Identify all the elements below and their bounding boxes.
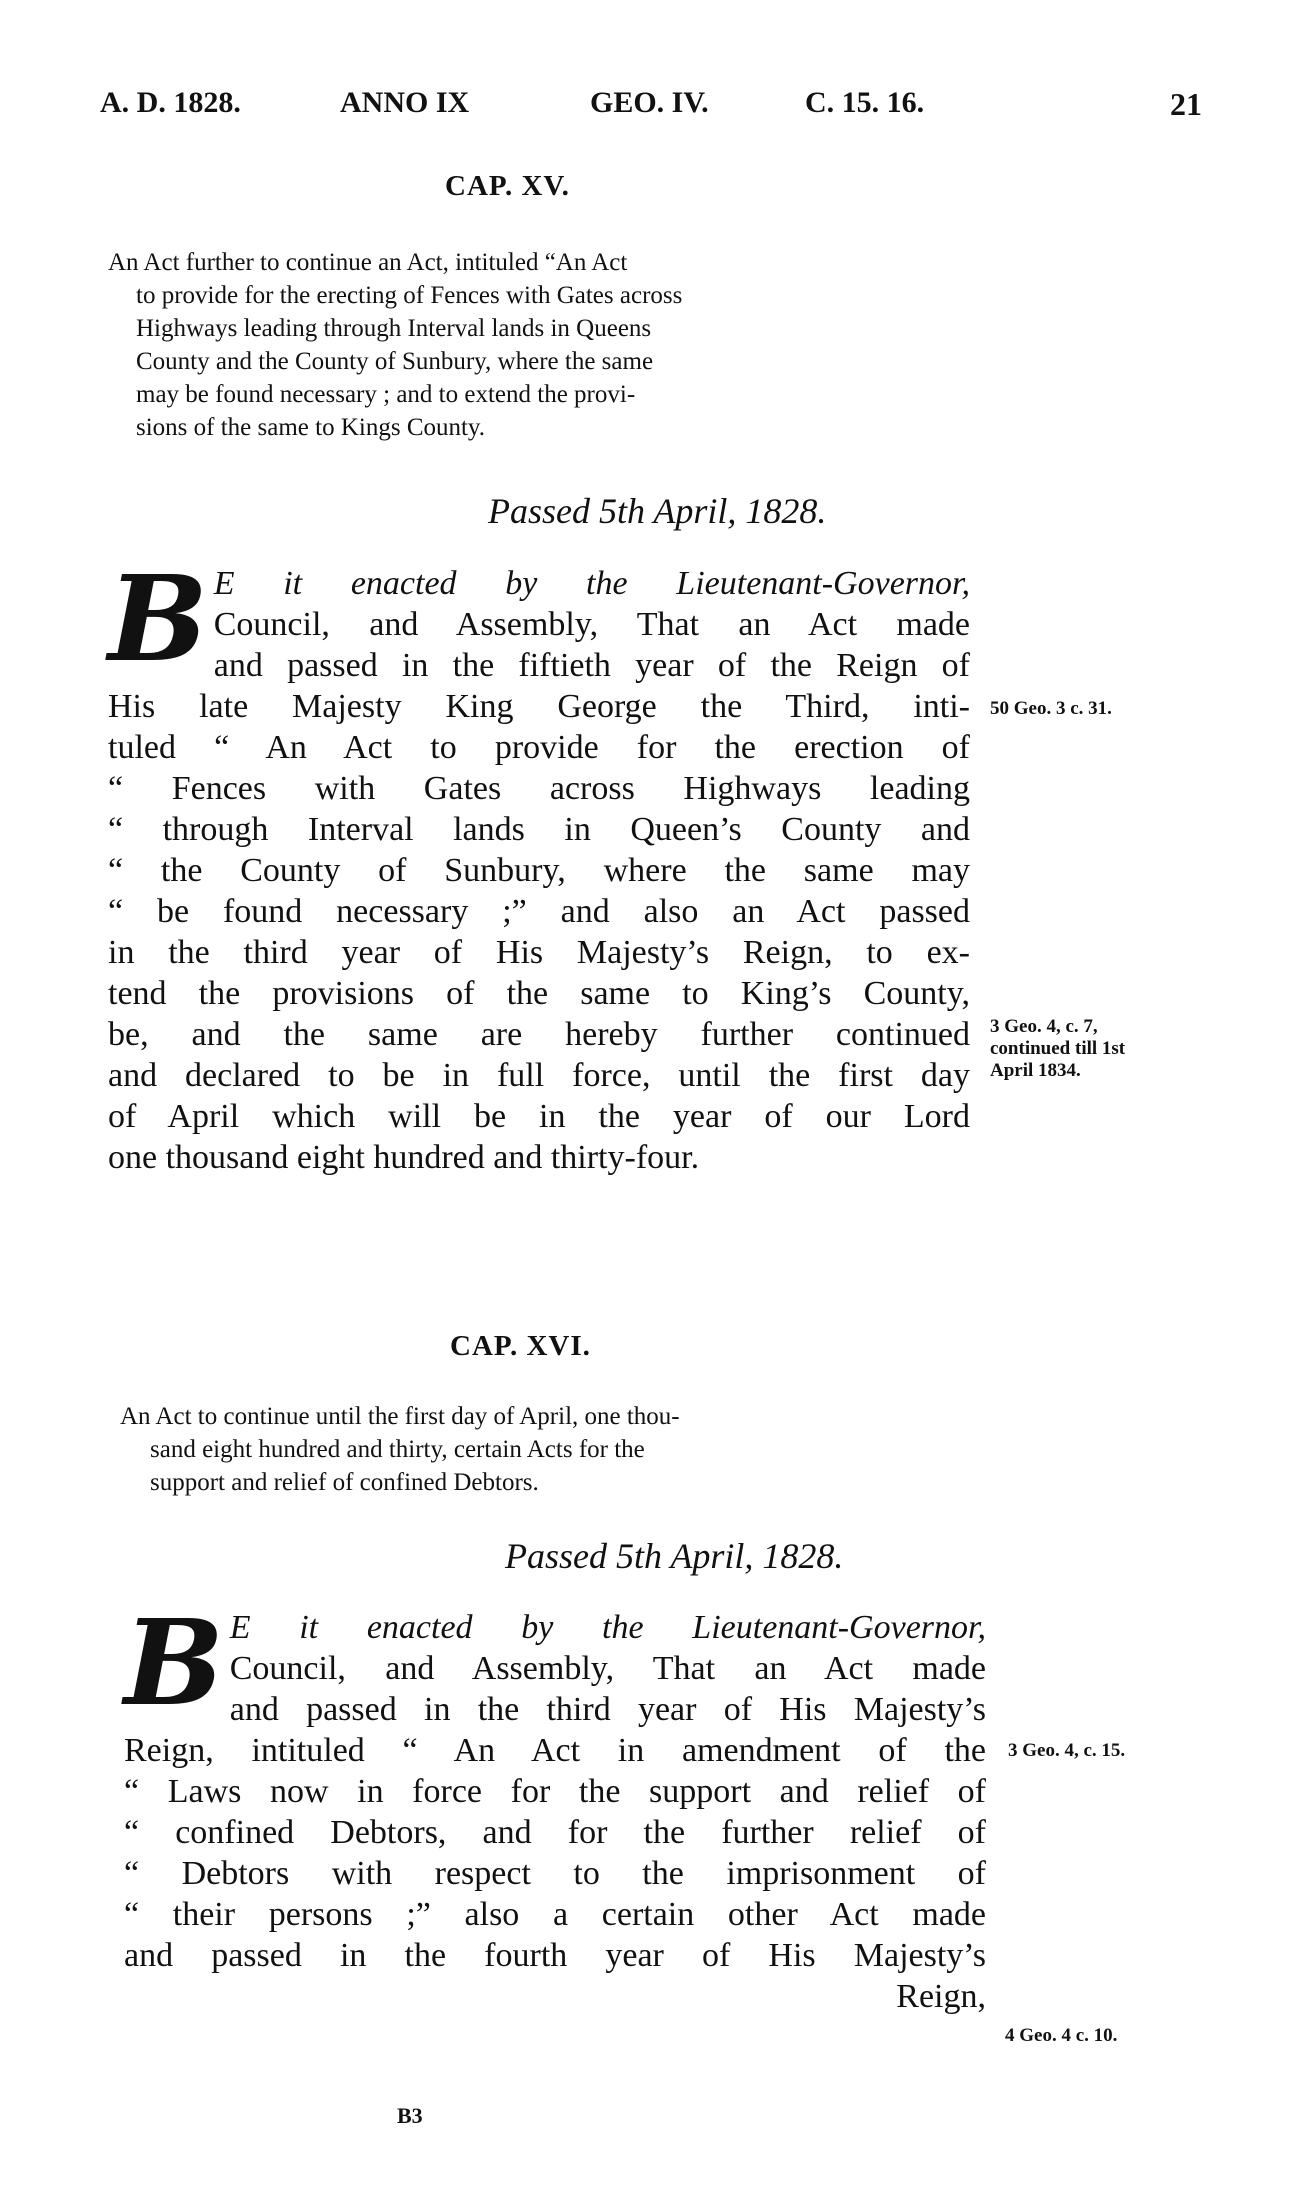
body-line: be, and the same are hereby further continued — [108, 1016, 970, 1053]
page-number: 21 — [1170, 86, 1202, 122]
chapter-16-heading: CAP. XVI. — [450, 1330, 591, 1362]
header-reign: GEO. IV. — [590, 86, 709, 119]
drop-cap: B — [124, 1593, 224, 1732]
body-line: His late Majesty King George the Third, inti- — [108, 688, 970, 725]
summary-line: support and relief of confined Debtors. — [150, 1469, 539, 1496]
chapter-15-enacting-clause — [108, 549, 970, 1178]
body-line: “ through Interval lands in Queen’s County and — [108, 811, 970, 848]
summary-line: An Act further to continue an Act, intituled “An Act — [108, 249, 628, 276]
body-line: tend the provisions of the same to King’s County, — [108, 975, 970, 1012]
chapter-15-passed-date: Passed 5th April, 1828. — [488, 491, 827, 531]
body-line: “ Debtors with respect to the imprisonment of — [124, 1855, 986, 1892]
body-line: and passed in the fourth year of His Majesty’s — [124, 1937, 986, 1974]
header-anno: ANNO IX — [340, 86, 470, 119]
chapter-16-margin-note-1: 3 Geo. 4, c. 15. — [1008, 1740, 1126, 1761]
body-line: “ be found necessary ;” and also an Act passed — [108, 893, 970, 930]
margin-note-line: continued till 1st — [990, 1038, 1126, 1059]
body-line: Reign, intituled “ An Act in amendment of the — [124, 1732, 986, 1769]
header-chapters: C. 15. 16. — [805, 86, 925, 119]
chapter-16-enacting-clause — [124, 1593, 986, 2017]
chapter-16-margin-note-2: 4 Geo. 4 c. 10. — [1005, 2025, 1118, 2046]
chapter-16-summary — [120, 1400, 980, 1499]
chapter-16-passed-date: Passed 5th April, 1828. — [505, 1536, 844, 1576]
body-line: Council, and Assembly, That an Act made — [229, 1650, 986, 1687]
body-line: “ Fences with Gates across Highways leading — [108, 770, 970, 807]
summary-line: sand eight hundred and thirty, certain Acts for the — [150, 1436, 645, 1463]
chapter-15-summary — [108, 246, 973, 444]
summary-line: to provide for the erecting of Fences with Gates across — [136, 282, 683, 309]
body-line: “ confined Debtors, and for the further relief of — [124, 1814, 986, 1851]
signature-mark: B3 — [397, 2103, 423, 2128]
body-line: one thousand eight hundred and thirty-four. — [108, 1139, 700, 1176]
drop-cap: B — [108, 549, 208, 688]
body-line: in the third year of His Majesty’s Reign, to ex- — [108, 934, 970, 971]
chapter-15-margin-note-2 — [990, 1016, 1125, 1082]
chapter-15-margin-note-1: 50 Geo. 3 c. 31. — [990, 698, 1112, 719]
body-line: Reign, — [896, 1978, 986, 2015]
body-line: of April which will be in the year of our Lord — [108, 1098, 970, 1135]
body-line: Council, and Assembly, That an Act made — [213, 606, 970, 643]
body-line: E it enacted by the Lieutenant-Governor, — [229, 1609, 986, 1646]
summary-line: sions of the same to Kings County. — [136, 414, 486, 441]
margin-note-line: April 1834. — [990, 1060, 1081, 1081]
body-line: “ their persons ;” also a certain other Act made — [124, 1896, 986, 1933]
body-line: tuled “ An Act to provide for the erection of — [108, 729, 970, 766]
body-line: “ Laws now in force for the support and relief of — [124, 1773, 986, 1810]
body-line: and declared to be in full force, until the first day — [108, 1057, 970, 1094]
margin-note-line: 3 Geo. 4, c. 7, — [990, 1016, 1098, 1037]
summary-line: An Act to continue until the first day of April, one thou- — [120, 1403, 680, 1430]
body-line: and passed in the third year of His Majesty’s — [229, 1691, 986, 1728]
summary-line: County and the County of Sunbury, where the same — [136, 348, 654, 375]
summary-line: Highways leading through Interval lands in Queens — [136, 315, 652, 342]
body-line: E it enacted by the Lieutenant-Governor, — [213, 565, 970, 602]
body-line: and passed in the fiftieth year of the Reign of — [213, 647, 970, 684]
header-year: A. D. 1828. — [100, 86, 241, 119]
body-line: “ the County of Sunbury, where the same may — [108, 852, 970, 889]
chapter-15-heading: CAP. XV. — [445, 170, 570, 202]
summary-line: may be found necessary ; and to extend the provi- — [136, 381, 636, 408]
